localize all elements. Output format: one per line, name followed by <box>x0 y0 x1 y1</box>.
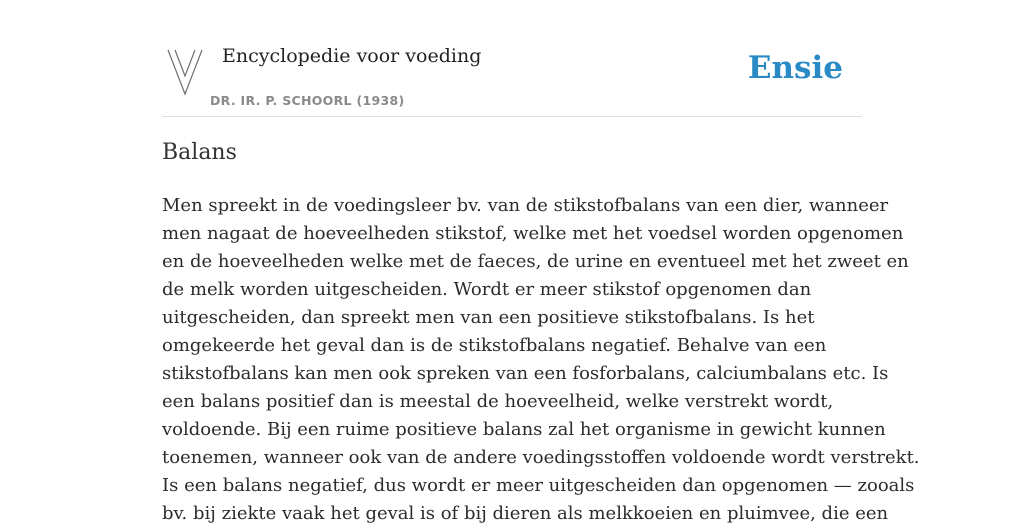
body-line: omgekeerde het geval dan is de stikstofbalans negatief. Behalve van een <box>162 335 827 356</box>
entry-title: Balans <box>162 140 237 165</box>
site-header <box>162 40 862 117</box>
body-line: men nagaat de hoeveelheden stikstof, welke met het voedsel worden opgenomen <box>162 223 904 244</box>
body-line: de melk worden uitgescheiden. Wordt er meer stikstof opgenomen dan <box>162 279 812 300</box>
body-line: stikstofbalans kan men ook spreken van een fosforbalans, calciumbalans etc. Is <box>162 363 889 384</box>
body-line: een balans positief dan is meestal de hoeveelheid, welke verstrekt wordt, <box>162 391 834 412</box>
body-line: en de hoeveelheden welke met de faeces, de urine en eventueel met het zweet en <box>162 251 909 272</box>
body-line: uitgescheiden, dan spreekt men van een positieve stikstofbalans. Is het <box>162 307 815 328</box>
body-line: Men spreekt in de voedingsleer bv. van de stikstofbalans van een dier, wanneer <box>162 195 889 216</box>
entry-body <box>162 192 920 528</box>
book-author: DR. IR. P. SCHOORL (1938) <box>210 93 405 108</box>
book-title[interactable]: Encyclopedie voor voeding <box>222 45 482 67</box>
body-line: Is een balans negatief, dus wordt er meer uitgescheiden dan opgenomen — zooals <box>162 475 915 496</box>
brand-logo[interactable]: Ensie <box>747 50 843 86</box>
body-line: toenemen, wanneer ook van de andere voedingsstoffen voldoende wordt verstrekt. <box>162 447 920 468</box>
ensie-v-logo-icon[interactable] <box>166 48 208 96</box>
body-line: bv. bij ziekte vaak het geval is of bij dieren als melkkoeien en pluimvee, die een <box>162 503 889 524</box>
body-line: voldoende. Bij een ruime positieve balans zal het organisme in gewicht kunnen <box>162 419 886 440</box>
